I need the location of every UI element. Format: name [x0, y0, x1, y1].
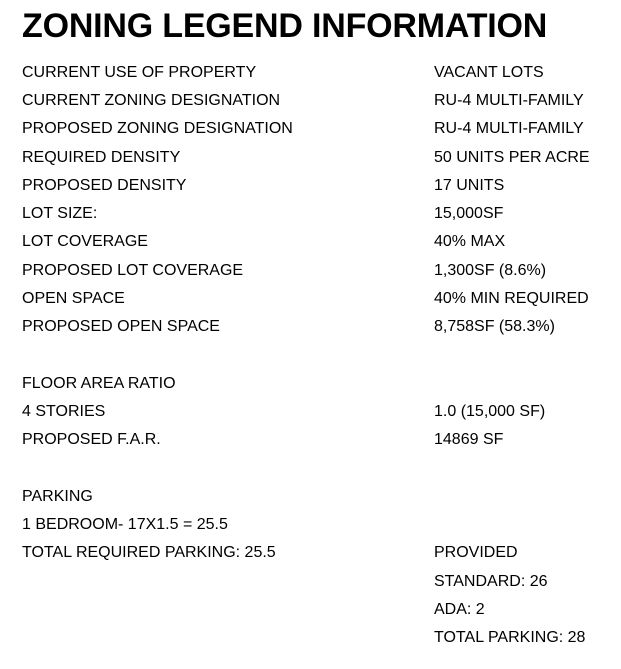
row-label: PROPOSED F.A.R. [22, 431, 161, 448]
row-label: PROPOSED OPEN SPACE [22, 318, 220, 335]
table-row [0, 539, 621, 567]
row-value: PROVIDED [434, 544, 518, 561]
table-row [0, 426, 621, 454]
row-label: CURRENT USE OF PROPERTY [22, 64, 257, 81]
row-value: VACANT LOTS [434, 64, 544, 81]
section-heading: FLOOR AREA RATIO [22, 375, 176, 392]
row-label: CURRENT ZONING DESIGNATION [22, 92, 281, 109]
table-row [0, 257, 621, 285]
row-value: 1,300SF (8.6%) [434, 262, 547, 279]
table-row [0, 624, 621, 652]
table-row [0, 87, 621, 115]
row-value: ADA: 2 [434, 601, 485, 618]
row-value: 14869 SF [434, 431, 504, 448]
row-value: TOTAL PARKING: 28 [434, 629, 586, 646]
table-row [0, 285, 621, 313]
row-label: REQUIRED DENSITY [22, 149, 181, 166]
row-value: 15,000SF [434, 205, 504, 222]
table-row [0, 59, 621, 87]
table-row [0, 115, 621, 143]
row-label: PROPOSED DENSITY [22, 177, 187, 194]
table-row [0, 568, 621, 596]
row-label: TOTAL REQUIRED PARKING: 25.5 [22, 544, 276, 561]
row-value: 50 UNITS PER ACRE [434, 149, 590, 166]
table-row [0, 228, 621, 256]
row-label: 4 STORIES [22, 403, 106, 420]
table-row [0, 483, 621, 511]
row-value: 8,758SF (58.3%) [434, 318, 555, 335]
row-value: 40% MAX [434, 233, 506, 250]
row-value: 1.0 (15,000 SF) [434, 403, 546, 420]
row-label: PROPOSED LOT COVERAGE [22, 262, 244, 279]
table-row [0, 172, 621, 200]
table-row [0, 511, 621, 539]
row-value: STANDARD: 26 [434, 573, 548, 590]
row-label: PROPOSED ZONING DESIGNATION [22, 120, 293, 137]
table-row [0, 313, 621, 341]
row-label: 1 BEDROOM- 17X1.5 = 25.5 [22, 516, 228, 533]
table-row [0, 200, 621, 228]
row-label: LOT SIZE: [22, 205, 98, 222]
row-label: LOT COVERAGE [22, 233, 148, 250]
row-value: RU-4 MULTI-FAMILY [434, 92, 584, 109]
row-label: OPEN SPACE [22, 290, 125, 307]
row-value: RU-4 MULTI-FAMILY [434, 120, 584, 137]
table-row [0, 144, 621, 172]
table-row [0, 596, 621, 624]
row-value: 17 UNITS [434, 177, 505, 194]
section-heading: PARKING [22, 488, 93, 505]
table-row [0, 370, 621, 398]
row-value: 40% MIN REQUIRED [434, 290, 589, 307]
page-title: ZONING LEGEND INFORMATION [22, 7, 548, 45]
table-row [0, 398, 621, 426]
